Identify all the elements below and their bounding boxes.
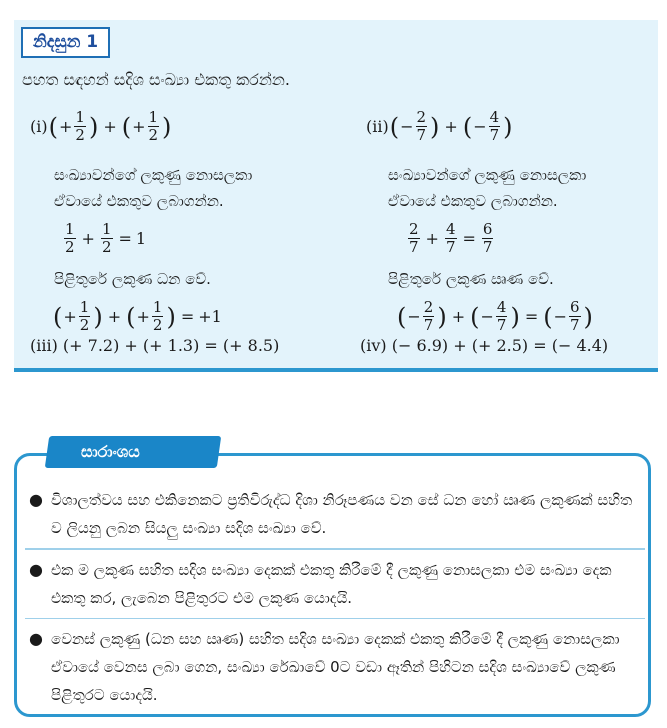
fraction: $\frac{6}{7}$ [570, 298, 580, 334]
example-box [14, 20, 658, 372]
summary-list [25, 486, 645, 715]
fraction: $\frac{2}{7}$ [416, 108, 427, 144]
part-i-label: (i) [30, 117, 48, 136]
part-i-ignore-line1: සංඛ්‍යාවන්ගේ ලකුණු නොසලකා [54, 166, 253, 184]
paren: ) [88, 112, 99, 141]
divider [25, 618, 645, 620]
part-ii-sum: $\frac{2}{7}$ + $\frac{4}{7}$ = $\frac{6}{7}$ [409, 220, 493, 256]
part-i-result-text: පිළිතුරේ ලකුණ ධන වේ. [54, 270, 211, 288]
part-i-problem: (i) ( + $\frac{1}{2}$ ) + ( + $\frac{1}{2}$ ) [30, 108, 172, 144]
summary-box [14, 442, 651, 717]
fraction: $\frac{2}{7}$ [423, 298, 434, 334]
example-title: නිදසුන 1 [21, 27, 110, 58]
part-ii-ignore-line1: සංඛ්‍යාවන්ගේ ලකුණු නොසලකා [388, 166, 587, 184]
part-iii: (iii) (+ 7.2) + (+ 1.3) = (+ 8.5) [30, 336, 280, 355]
part-i-sum: $\frac{1}{2}$ + $\frac{1}{2}$ = 1 [65, 220, 147, 256]
part-i-ignore-line2: ඒවායේ එකතුව ලබාගන්න. [54, 192, 224, 210]
part-ii-label: (ii) [366, 117, 389, 136]
fraction: $\frac{1}{2}$ [65, 220, 75, 256]
summary-bullet: ● වෙනස් ලකුණු (ධන සහ ඍණ) සහිත සදිශ සංඛ්‍යා දෙකක් එකතු කිරීමේ දී ලකුණු නොසලකා ඒවායේ වෙනස ලබා ගෙන, සංඛ්‍යා රේඛාවේ 0ට වඩා ඈතින් පිහිටන සදිශ සංඛ්‍යාවේ ලකුණ පිළිතුරට යොදයි. [25, 625, 645, 709]
part-ii-result-text: පිළිතුරේ ලකුණ ඍණ වේ. [388, 270, 554, 288]
fraction: $\frac{1}{2}$ [101, 220, 112, 256]
summary-title: සාරාංශය [81, 442, 140, 461]
part-ii-problem: (ii) ( − $\frac{2}{7}$ ) + ( − $\frac{4}{7}$ ) [366, 108, 513, 144]
divider [25, 548, 645, 550]
fraction: $\frac{4}{7}$ [445, 220, 456, 256]
bullet-dot-icon: ● [29, 629, 43, 648]
fraction: $\frac{4}{7}$ [496, 298, 507, 334]
part-i-answer: ( + $\frac{1}{2}$ ) + ( + $\frac{1}{2}$ ) = +1 [53, 298, 222, 334]
paren: ( [121, 112, 132, 141]
fraction: $\frac{1}{2}$ [79, 298, 90, 334]
bullet-dot-icon: ● [29, 490, 43, 509]
fraction: $\frac{4}{7}$ [489, 108, 500, 144]
part-ii-ignore-line2: ඒවායේ එකතුව ලබාගන්න. [388, 192, 558, 210]
fraction: $\frac{1}{2}$ [148, 108, 159, 144]
example-intro: පහත සඳහන් සදිශ සංඛ්‍යා එකතු කරන්න. [22, 70, 290, 89]
part-i-answer-value: +1 [198, 307, 222, 326]
part-ii-answer: ( − $\frac{2}{7}$ ) + ( − $\frac{4}{7}$ ) = ( − $\frac{6}{7}$ ) [397, 298, 593, 334]
fraction: $\frac{6}{7}$ [482, 220, 493, 256]
fraction: $\frac{1}{2}$ [75, 108, 85, 144]
summary-bullet: ● එක ම ලකුණ සහිත සදිශ සංඛ්‍යා දෙකක් එකතු කිරීමේ දී ලකුණු නොසලකා එම සංඛ්‍යා දෙක එකතු කර, ලැබෙන පිළිතුරට එම ලකුණ යොදයි. [25, 556, 645, 612]
fraction: $\frac{1}{2}$ [152, 298, 163, 334]
fraction: $\frac{2}{7}$ [409, 220, 419, 256]
summary-bullet: ● විශාලත්වය සහ එකිනෙකට ප්‍රතිවිරුද්ධ දිශා නිරූපණය වන සේ ධන හෝ ඍණ ලකුණක් සහිත ව ලියනු ලබන සියලු සංඛ්‍යා සදිශ සංඛ්‍යා වේ. [25, 486, 645, 542]
part-iv: (iv) (− 6.9) + (+ 2.5) = (− 4.4) [360, 336, 609, 355]
paren: ) [162, 112, 172, 141]
bullet-dot-icon: ● [29, 559, 43, 579]
summary-title-tab [45, 436, 221, 468]
paren: ( [48, 112, 58, 141]
